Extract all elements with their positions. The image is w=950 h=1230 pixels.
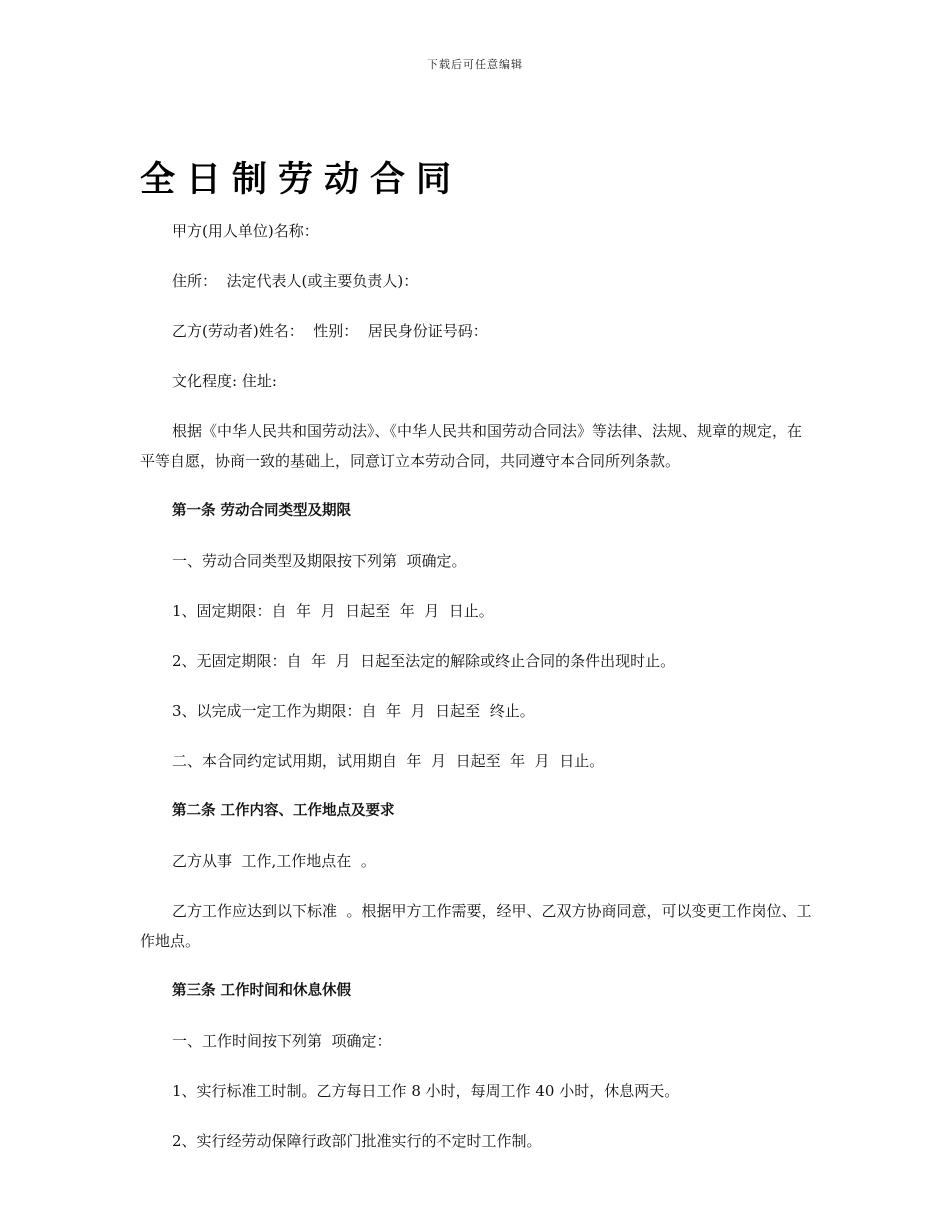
article-1-item-1: 一、劳动合同类型及期限按下列第 项确定。 (172, 552, 467, 570)
article-1-task-term: 3、以完成一定工作为期限：自 年 月 日起至 终止。 (172, 702, 535, 720)
article-2-heading: 第二条 工作内容、工作地点及要求 (172, 803, 395, 819)
party-b-info: 乙方(劳动者)姓名： 性别： 居民身份证号码： (172, 322, 488, 340)
party-b-education: 文化程度: 住址: (172, 372, 277, 390)
party-a-address: 住所： 法定代表人(或主要负责人)： (172, 272, 419, 290)
article-2-job: 乙方从事 工作,工作地点在 。 (172, 852, 376, 870)
article-1-open-term: 2、无固定期限：自 年 月 日起至法定的解除或终止合同的条件出现时止。 (172, 652, 676, 670)
party-a-name: 甲方(用人单位)名称： (172, 222, 319, 240)
preamble: 根据《中华人民共和国劳动法》、《中华人民共和国劳动合同法》等法律、法规、规章的规定，在平等自愿，协商一致的基础上，同意订立本劳动合同，共同遵守本合同所列条款。 (140, 422, 803, 470)
article-1-probation: 二、本合同约定试用期，试用期自 年 月 日起至 年 月 日止。 (172, 752, 605, 770)
article-3-standard-hours: 1、实行标准工时制。乙方每日工作 8 小时，每周工作 40 小时，休息两天。 (172, 1082, 680, 1100)
article-3-heading: 第三条 工作时间和休息休假 (172, 983, 352, 999)
article-2-standard: 乙方工作应达到以下标准 。根据甲方工作需要，经甲、乙双方协商同意，可以变更工作岗位、工作地点。 (140, 902, 812, 950)
article-1-fixed-term: 1、固定期限：自 年 月 日起至 年 月 日止。 (172, 602, 494, 620)
article-3-flexible-hours: 2、实行经劳动保障行政部门批准实行的不定时工作制。 (172, 1132, 542, 1150)
article-1-heading: 第一条 劳动合同类型及期限 (172, 503, 352, 519)
document-title: 全日制劳动合同 (140, 160, 463, 200)
header-note: 下载后可任意编辑 (427, 58, 523, 71)
article-3-item-1: 一、工作时间按下列第 项确定： (172, 1032, 392, 1050)
document-body (140, 216, 812, 1176)
